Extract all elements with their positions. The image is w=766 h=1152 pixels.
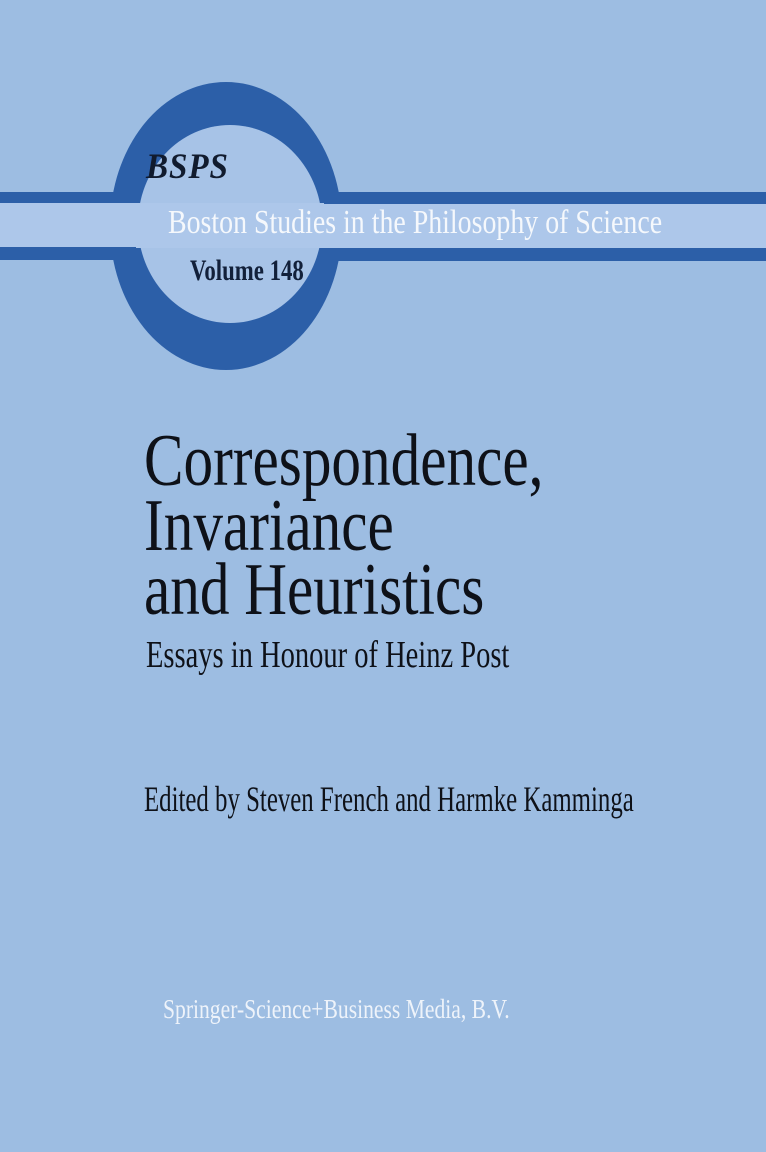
book-title-line-3: and Heuristics [144,549,485,631]
book-title-line-1: Correspondence, [144,420,544,502]
book-title [144,420,544,631]
band-bottom-left [0,247,136,260]
book-title-line-2: Invariance [144,484,394,567]
book-subtitle: Essays in Honour of Heinz Post [146,634,510,676]
bsps-acronym: BSPS [146,146,229,186]
band-bottom-right [324,248,766,261]
series-title: Boston Studies in the Philosophy of Science [168,204,663,241]
band-top-right [324,192,766,204]
publisher-line: Springer-Science+Business Media, B.V. [163,994,510,1024]
editors-line: Edited by Steven French and Harmke Kamminga [144,779,634,819]
band-top-left [0,192,136,203]
volume-number: Volume 148 [190,254,304,287]
